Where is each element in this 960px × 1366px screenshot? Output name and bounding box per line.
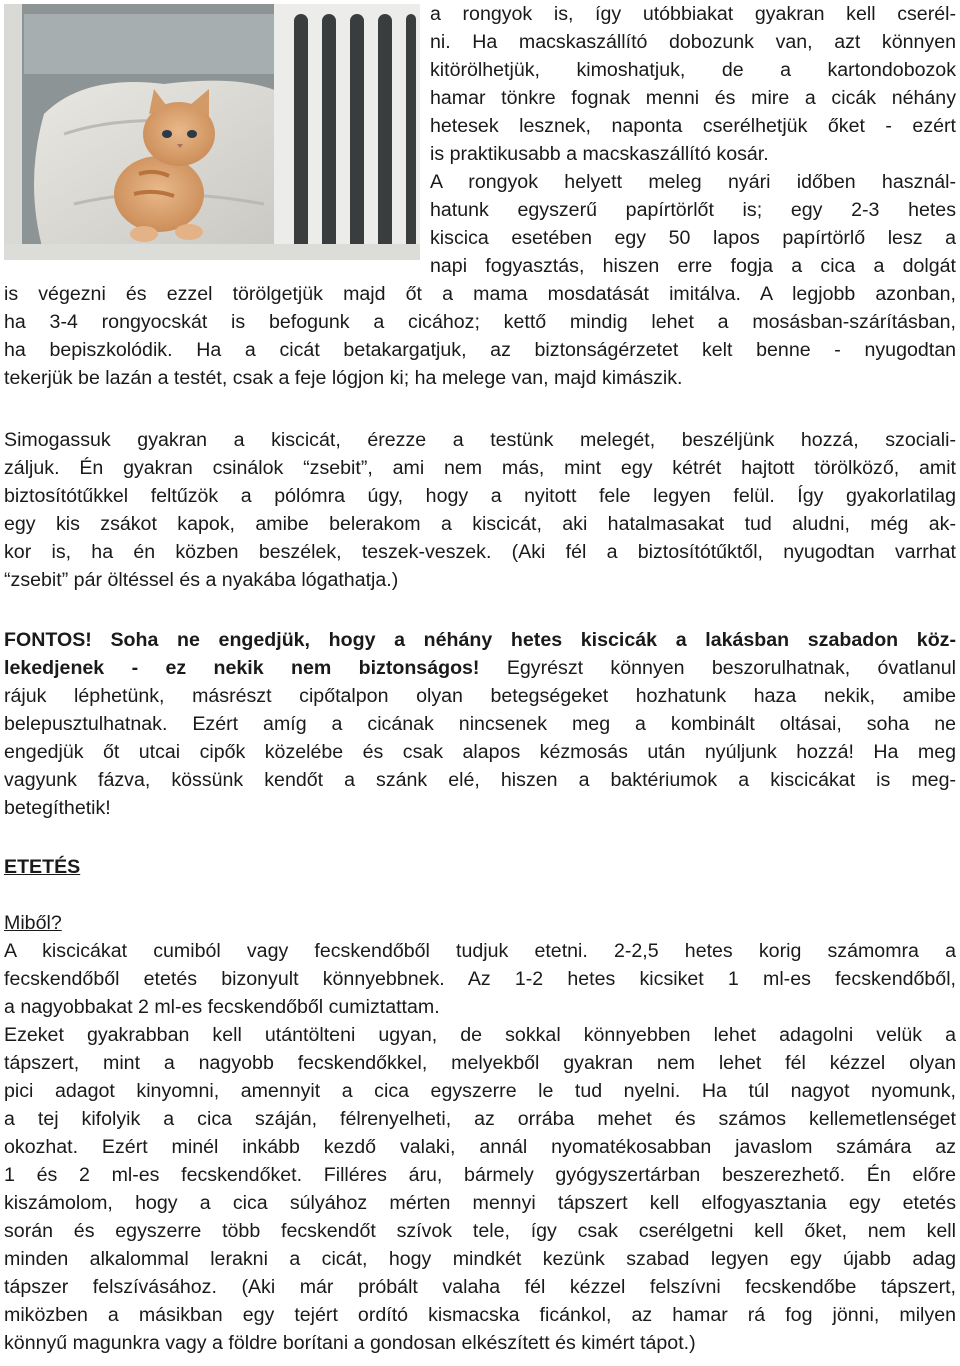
text-line: engedjük őt utcai cipők közelébe és csak alapos kézmosás után nyúljunk hozzá! Ha meg [4, 741, 956, 763]
intro-line: a rongyok is, így utóbbiakat gyakran kell cserél- [430, 3, 956, 25]
text-line: tekerjük be lazán a testét, csak a feje lógjon ki; ha melege van, majd kimászik. [4, 367, 683, 389]
important-line [4, 626, 956, 654]
important-bold-text: lekedjenek - ez nekik nem biztonságos! [4, 657, 480, 679]
text-line: rájuk léphetünk, másrészt cipőtalpon olyan betegségeket hozhatunk haza nekik, amibe [4, 685, 956, 707]
kitten-photo-drawing [4, 4, 420, 260]
intro-line: A rongyok helyett meleg nyári időben használ- [430, 171, 956, 193]
text-line: tápszer felszívásához. (Aki már próbált valaha fél kézzel felszívni fecskendőbe tápszert, [4, 1276, 956, 1298]
text-line: tápszert, mint a nagyobb fecskendőkkel, melyekből gyakran nem lehet fél kézzel olyan [4, 1052, 956, 1074]
intro-line: is praktikusabb a macskaszállító kosár. [430, 143, 769, 165]
intro-line: hamar tönkre fognak menni és mire a cicák néhány [430, 87, 956, 109]
important-line [4, 654, 956, 682]
intro-line: hetesek lesznek, naponta cserélhetjük őket - ezért [430, 115, 956, 137]
intro-line: ni. Ha macskaszállító dobozunk van, azt könnyen [430, 31, 956, 53]
text-line: betegíthetik! [4, 797, 111, 819]
paragraph-important [4, 626, 956, 822]
text-line: “zsebit” pár öltéssel és a nyakába lógathatja.) [4, 569, 399, 591]
text-line: ha 3-4 rongyocskát is befogunk a cicához; kettő mindig lehet a mosásban-szárításban, [4, 311, 956, 333]
text-line: a nagyobbakat 2 ml-es fecskendőből cumiztattam. [4, 996, 440, 1018]
text-line: Ezeket gyakrabban kell utántölteni ugyan, de sokkal könnyebben lehet adagolni velük a [4, 1024, 956, 1046]
intro-line: kiscica esetében egy 50 lapos papírtörlő lesz a [430, 227, 956, 249]
intro-line: hatunk egyszerű papírtörlőt is; egy 2-3 hetes [430, 199, 956, 221]
text-line: egy kis zsákot kapok, amibe belerakom a kiscicát, aki hatalmasakat tud aludni, még ak- [4, 513, 956, 535]
subheading: Miből? [4, 912, 62, 934]
paragraph-socialize [4, 426, 956, 594]
paragraph-syringes [4, 1021, 956, 1357]
text-line: során és egyszerre több fecskendőt szívok tele, így csak cserélgetni kell őket, nem kell [4, 1220, 956, 1242]
text-line: belepusztulhatnak. Ezért amíg a cicának nincsenek meg a kombinált oltásai, soha ne [4, 713, 956, 735]
text-line: kor is, ha én közben beszélek, teszek-veszek. (Aki fél a biztosítótűktől, nyugodtan varrhat [4, 541, 956, 563]
text-line: okozhat. Ezért minél inkább kezdő valaki, annál nyomatékosabban javaslom számára az [4, 1136, 956, 1158]
text-line: záljuk. Én gyakran csinálok “zsebit”, ami nem más, mint egy kétrét hajtott törölköző, amit [4, 457, 956, 479]
text-line: Simogassuk gyakran a kiscicát, érezze a testünk melegét, beszéljünk hozzá, szociali- [4, 429, 956, 451]
section-heading-wrap [4, 853, 956, 881]
text-line: A kiscicákat cumiból vagy fecskendőből tudjuk etetni. 2-2,5 hetes korig számomra a [4, 940, 956, 962]
text-line: fecskendőből etetés bizonyult könnyebbnek. Az 1-2 hetes kicsiket 1 ml-es fecskendőből, [4, 968, 956, 990]
text-line: biztosítótűkkel feltűzök a pólómra úgy, hogy a nyitott fele legyen felül. Így gyakorlatilag [4, 485, 956, 507]
section-heading: ETETÉS [4, 856, 81, 878]
subheading-wrap [4, 909, 956, 937]
kitten-in-carrier-photo [4, 4, 420, 260]
text-line: pici adagot kinyomni, amennyit a cica egyszerre le tud nyelni. Ha túl nagyot nyomunk, [4, 1080, 956, 1102]
text-line: ha bepiszkolódik. Ha a cicát betakargatjuk, az biztonságérzetet kelt benne - nyugodtan [4, 339, 956, 361]
text-line: kiszámolom, hogy a cica súlyához mérten mennyi tápszert kell elfogyasztania egy etetés [4, 1192, 956, 1214]
text-line: 1 és 2 ml-es fecskendőket. Filléres áru, bármely gyógyszertárban beszerezhető. Én előre [4, 1164, 956, 1186]
text-line: a tej kifolyik a cica száján, félrenyelheti, az orrába mehet és számos kellemetlenséget [4, 1108, 956, 1130]
intro-line: napi fogyasztás, hiszen erre fogja a cica a dolgát [430, 255, 956, 277]
text-line: vagyunk fázva, kössünk kendőt a szánk elé, hiszen a baktériumok a kiscicákat is meg- [4, 769, 956, 791]
text-line: miközben a másikban egy tejért ordító kismacska ficánkol, az hamar rá fog jönni, milyen [4, 1304, 956, 1326]
text-line: minden alkalommal lerakni a cicát, hogy mindkét kezünk szabad legyen egy újabb adag [4, 1248, 956, 1270]
paragraph-feeding-intro [4, 937, 956, 1021]
paragraph-continuation [4, 280, 956, 392]
text-line: is végezni és ezzel törölgetjük majd őt a mama mosdatását imitálva. A legjobb azonban, [4, 283, 956, 305]
important-rest-text: Egyrészt könnyen beszorulhatnak, óvatlanul [479, 657, 956, 679]
intro-line: kitörölhetjük, kimoshatjuk, de a kartondobozok [430, 59, 956, 81]
text-line: könnyű magunkra vagy a földre borítani a gondosan elkészített és kimért tápot.) [4, 1332, 696, 1354]
important-bold-text: FONTOS! Soha ne engedjük, hogy a néhány hetes kiscicák a lakásban szabadon köz- [4, 629, 956, 651]
